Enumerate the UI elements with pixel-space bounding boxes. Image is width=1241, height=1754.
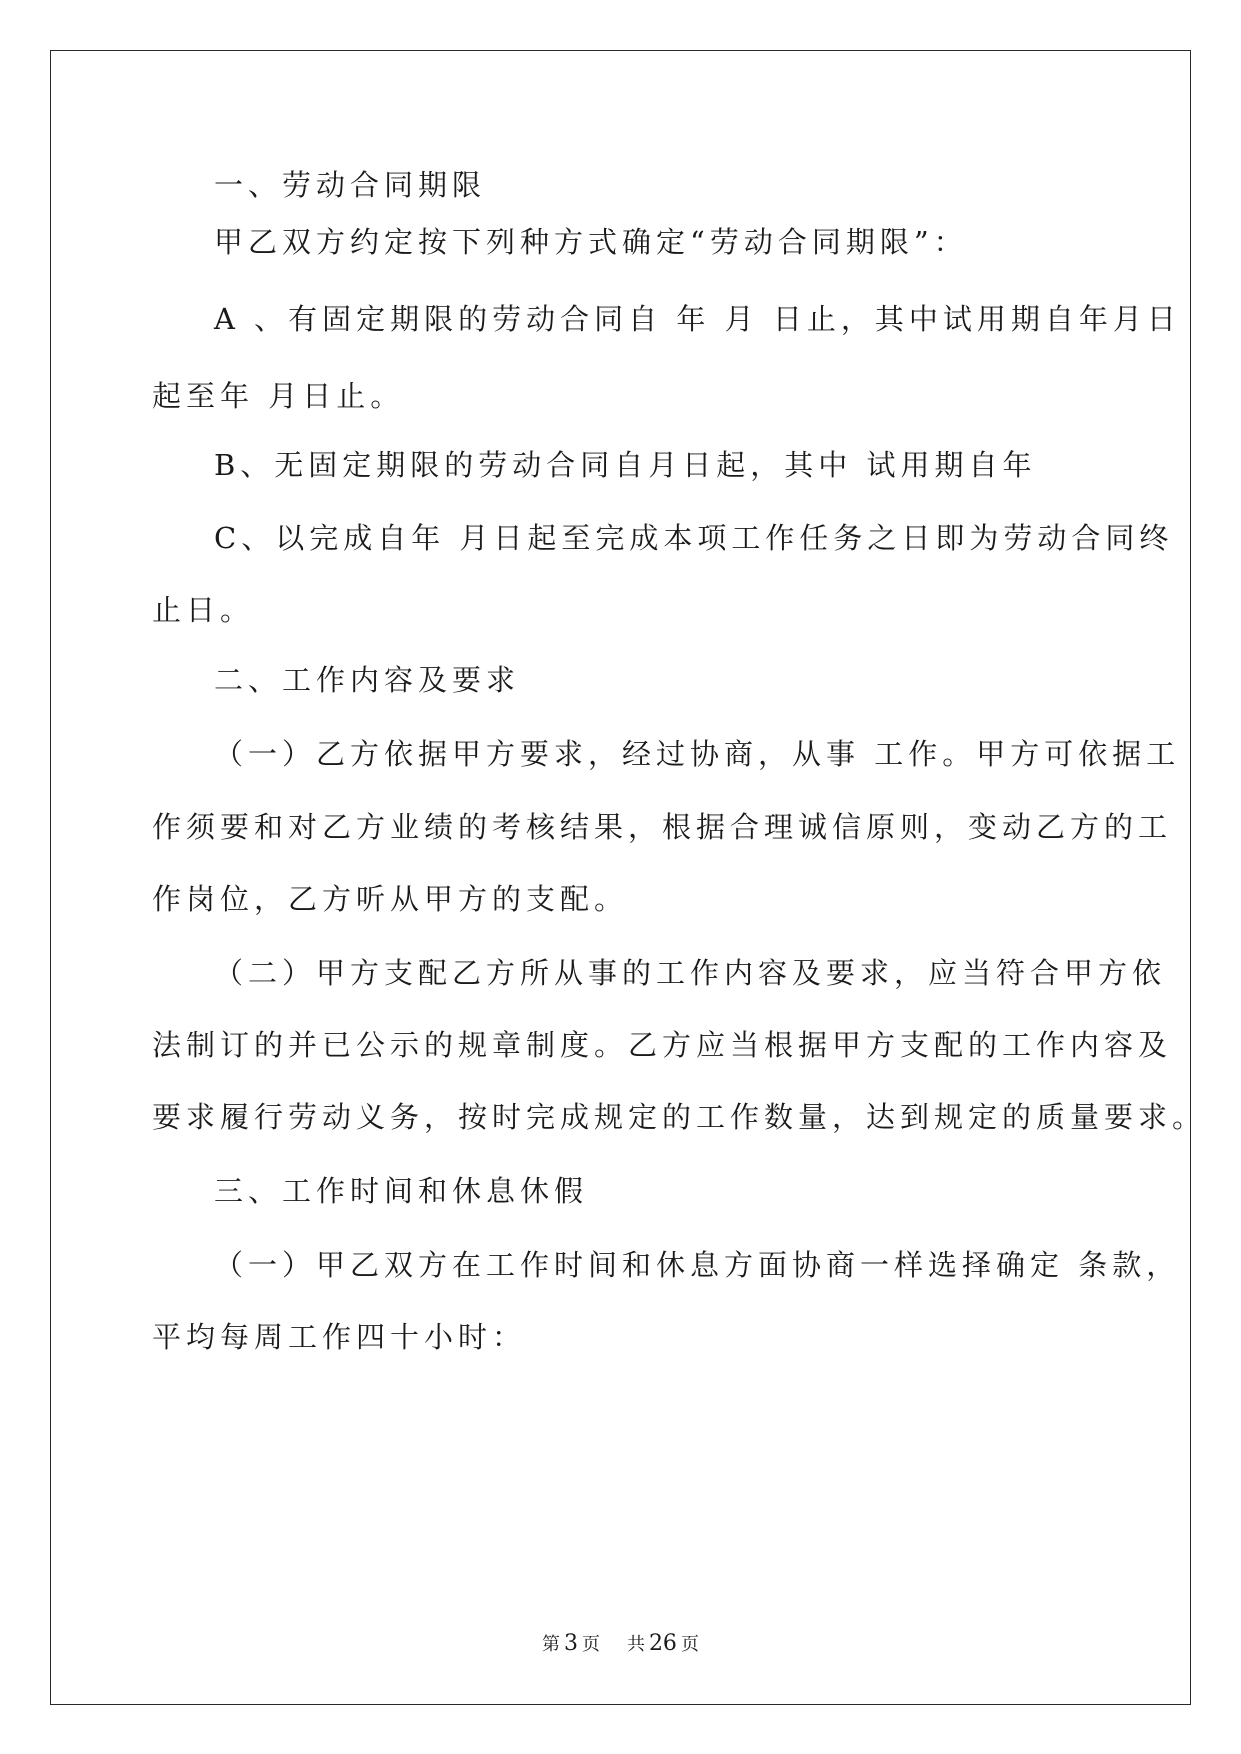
paragraph-line: B、无固定期限的劳动合同自月日起，其中 试用期自年 [214,448,1037,482]
paragraph-line: 法制订的并已公示的规章制度。乙方应当根据甲方支配的工作内容及 [152,1028,1173,1062]
page-suffix: 页 [582,1634,601,1655]
paragraph-line: （二）甲方支配乙方所从事的工作内容及要求，应当符合甲方依 [214,956,1167,990]
page-footer [0,1632,1241,1657]
paragraph-line: A 、有固定期限的劳动合同自 年 月 日止，其中试用期自年月日 [214,302,1181,336]
paragraph-line: 平均每周工作四十小时： [152,1320,527,1354]
total-pages: 26 [648,1631,677,1656]
paragraph-line: 要求履行劳动义务，按时完成规定的工作数量，达到规定的质量要求。 [152,1100,1207,1134]
page-number: 3 [564,1631,579,1656]
paragraph-line: C、以完成自年 月日起至完成本项工作任务之日即为劳动合同终 [214,521,1174,555]
paragraph-line: 作岗位，乙方听从甲方的支配。 [152,882,629,916]
paragraph-line: 作须要和对乙方业绩的考核结果，根据合理诚信原则，变动乙方的工 [152,810,1173,844]
page-prefix: 第 [542,1634,561,1655]
paragraph-line: 止日。 [152,593,255,627]
heading-contract-term: 一、劳动合同期限 [214,168,487,202]
heading-work-hours: 三、工作时间和休息休假 [214,1174,589,1208]
paragraph-line: （一）甲乙双方在工作时间和休息方面协商一样选择确定 条款， [214,1248,1181,1282]
total-suffix: 页 [680,1634,699,1655]
total-prefix: 共 [626,1634,645,1655]
paragraph-line: 起至年 月日止。 [152,379,405,413]
paragraph-line: 甲乙双方约定按下列种方式确定“劳动合同期限”： [214,225,968,259]
heading-work-content: 二、工作内容及要求 [214,663,521,697]
paragraph-line: （一）乙方依据甲方要求，经过协商，从事 工作。甲方可依据工 [214,737,1181,771]
